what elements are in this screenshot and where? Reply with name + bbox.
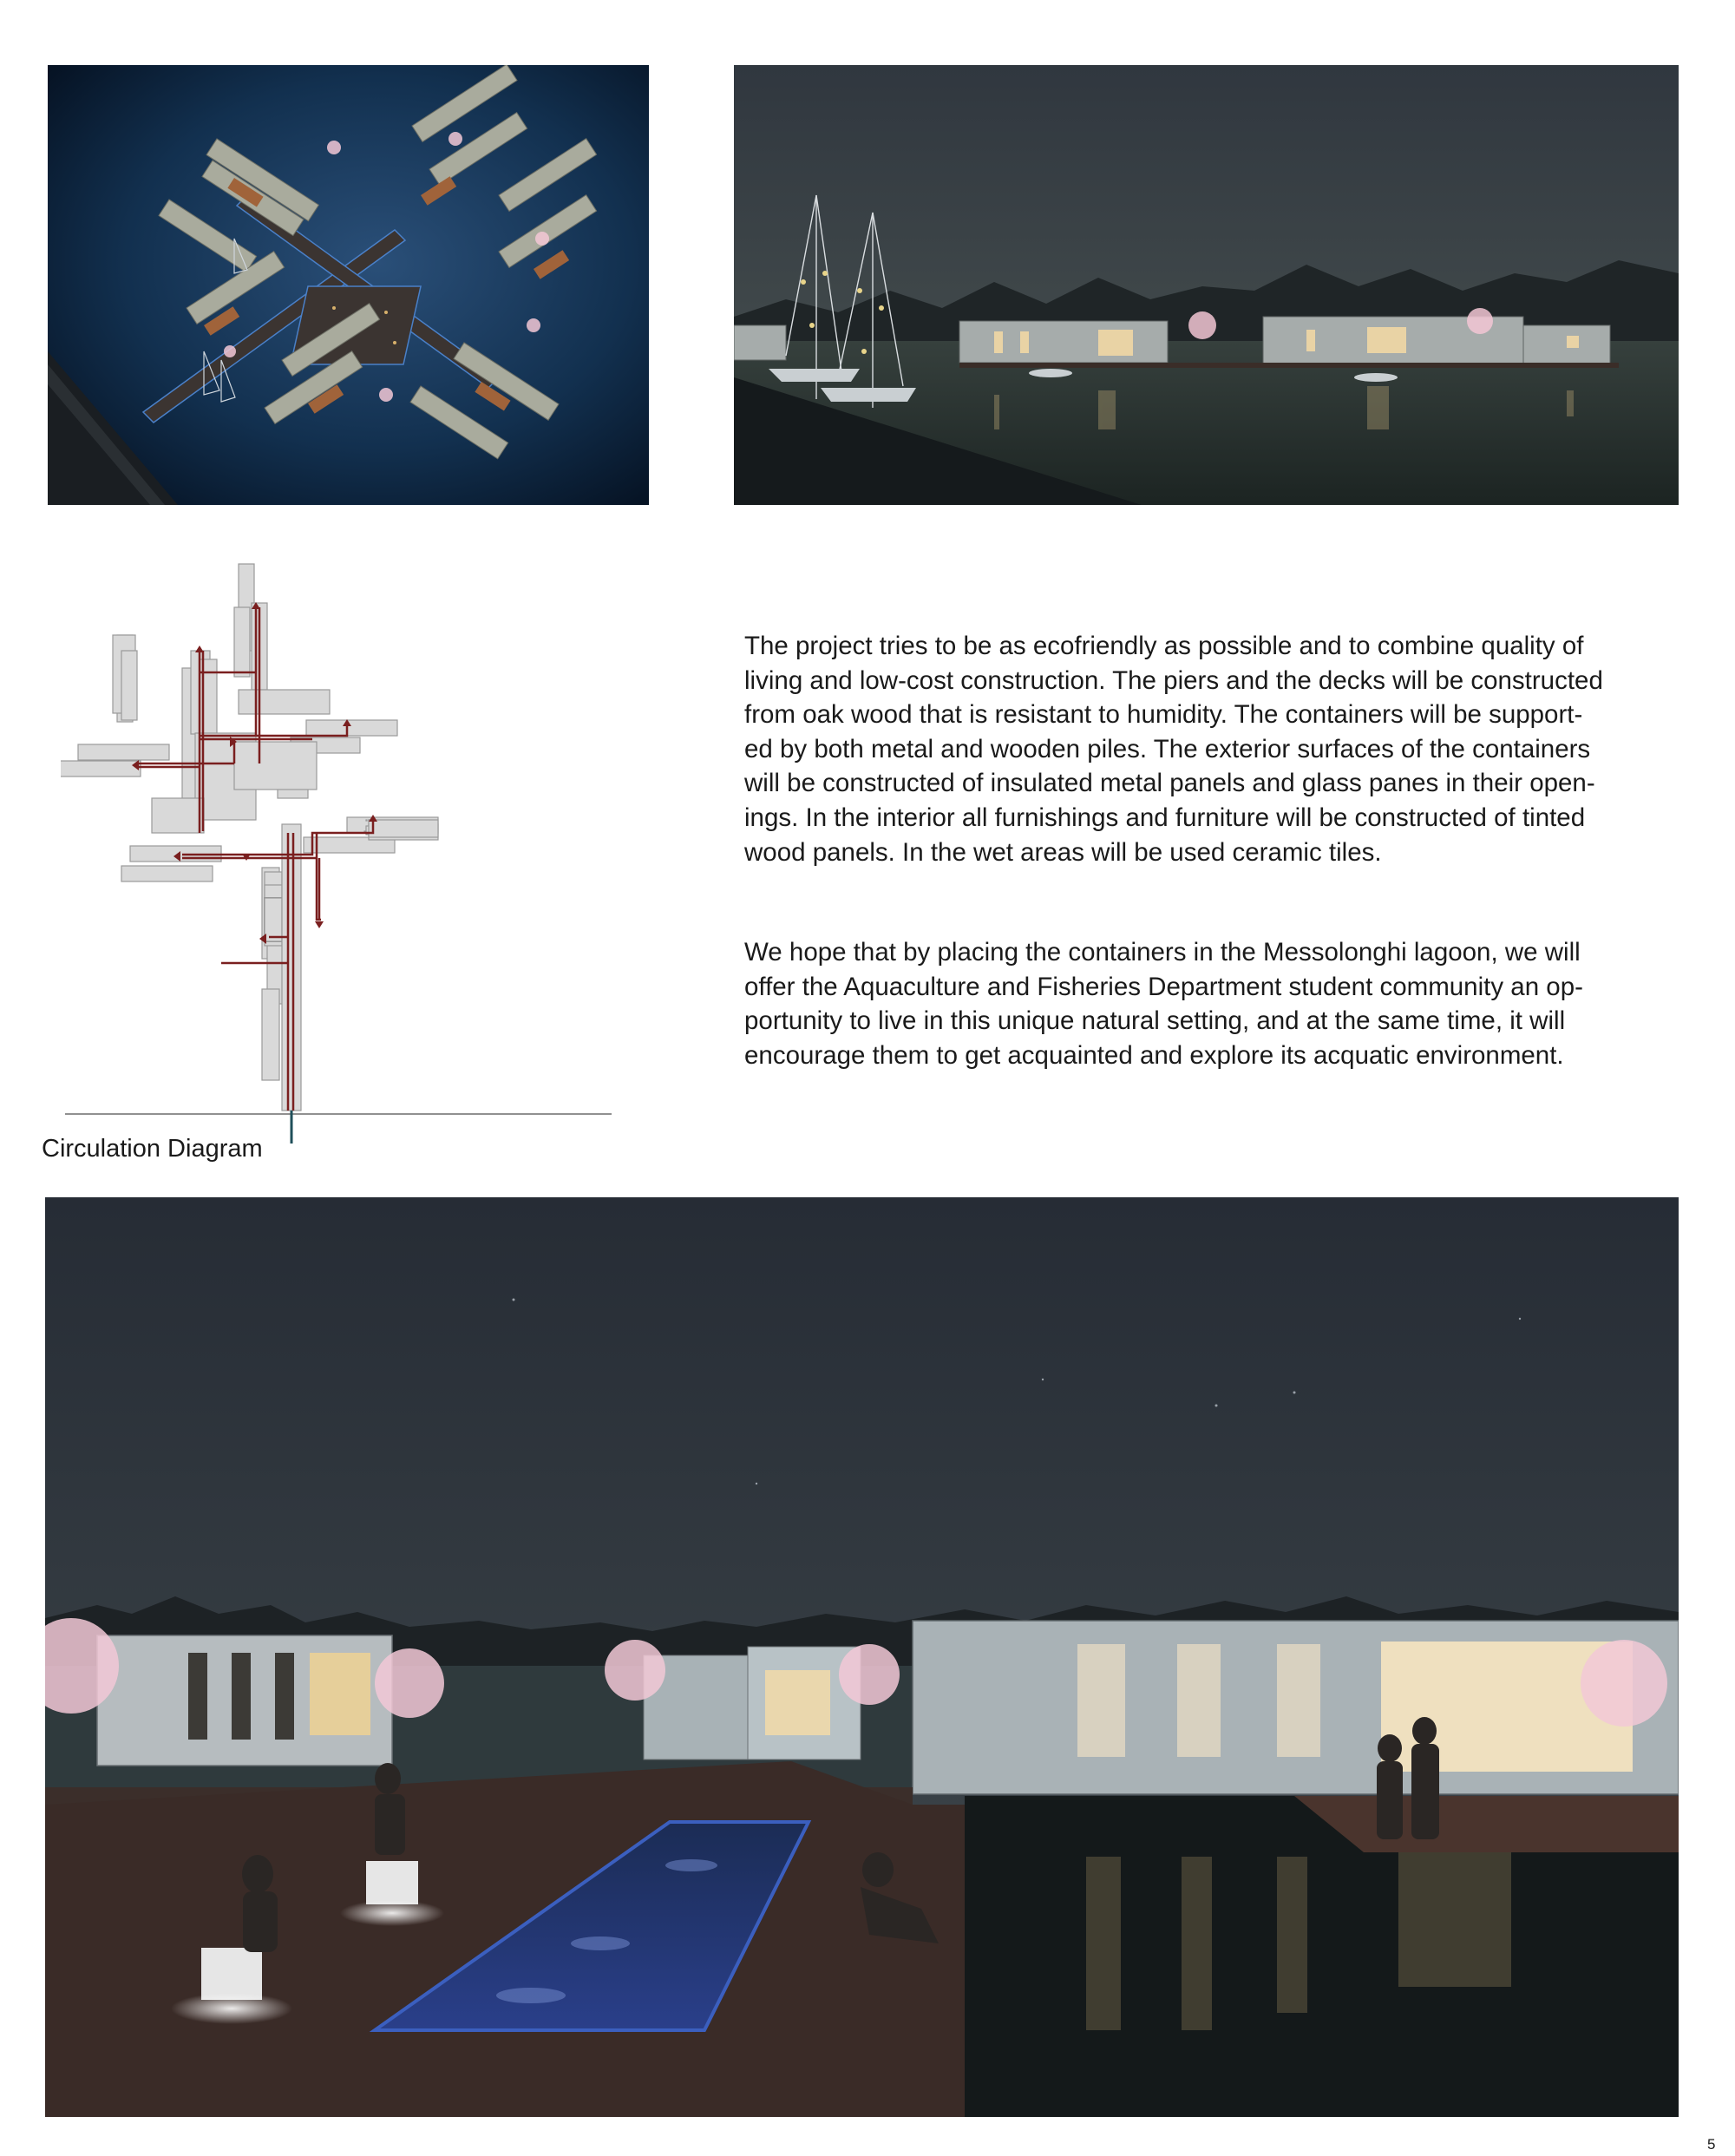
text-line: from oak wood that is resistant to humidity. The containers will be support- xyxy=(744,700,1583,730)
diagram-caption: Circulation Diagram xyxy=(42,1135,263,1163)
text-line: The project tries to be as ecofriendly as possible and to combine quality of xyxy=(744,632,1584,660)
aerial-night-render xyxy=(48,65,649,505)
text-line: ed by both metal and wooden piles. The exterior surfaces of the containers xyxy=(744,734,1591,763)
description-paragraph-2 xyxy=(744,935,1699,1072)
container-blocks xyxy=(61,564,438,1004)
text-line: living and low-cost construction. The piers and the decks will be constructed xyxy=(744,665,1603,695)
description-paragraph-1 xyxy=(744,629,1699,869)
deck-pool-night-render xyxy=(45,1197,1679,2117)
page-number: 5 xyxy=(1707,2136,1716,2153)
text-line: We hope that by placing the containers in the Messolonghi lagoon, we will xyxy=(744,938,1581,967)
text-line: ings. In the interior all furnishings and furniture will be constructed of tinted xyxy=(744,803,1586,832)
text-line: offer the Aquaculture and Fisheries Department student community an op- xyxy=(744,972,1583,1001)
text-line: encourage them to get acquainted and explore its acquatic environment. xyxy=(744,1040,1564,1070)
text-line: will be constructed of insulated metal panels and glass panes in their open- xyxy=(744,769,1595,798)
text-line: wood panels. In the wet areas will be used ceramic tiles. xyxy=(744,837,1382,867)
circulation-diagram xyxy=(61,555,616,1163)
lagoon-night-render xyxy=(734,65,1679,505)
text-line: portunity to live in this unique natural setting, and at the same time, it will xyxy=(744,1006,1566,1036)
